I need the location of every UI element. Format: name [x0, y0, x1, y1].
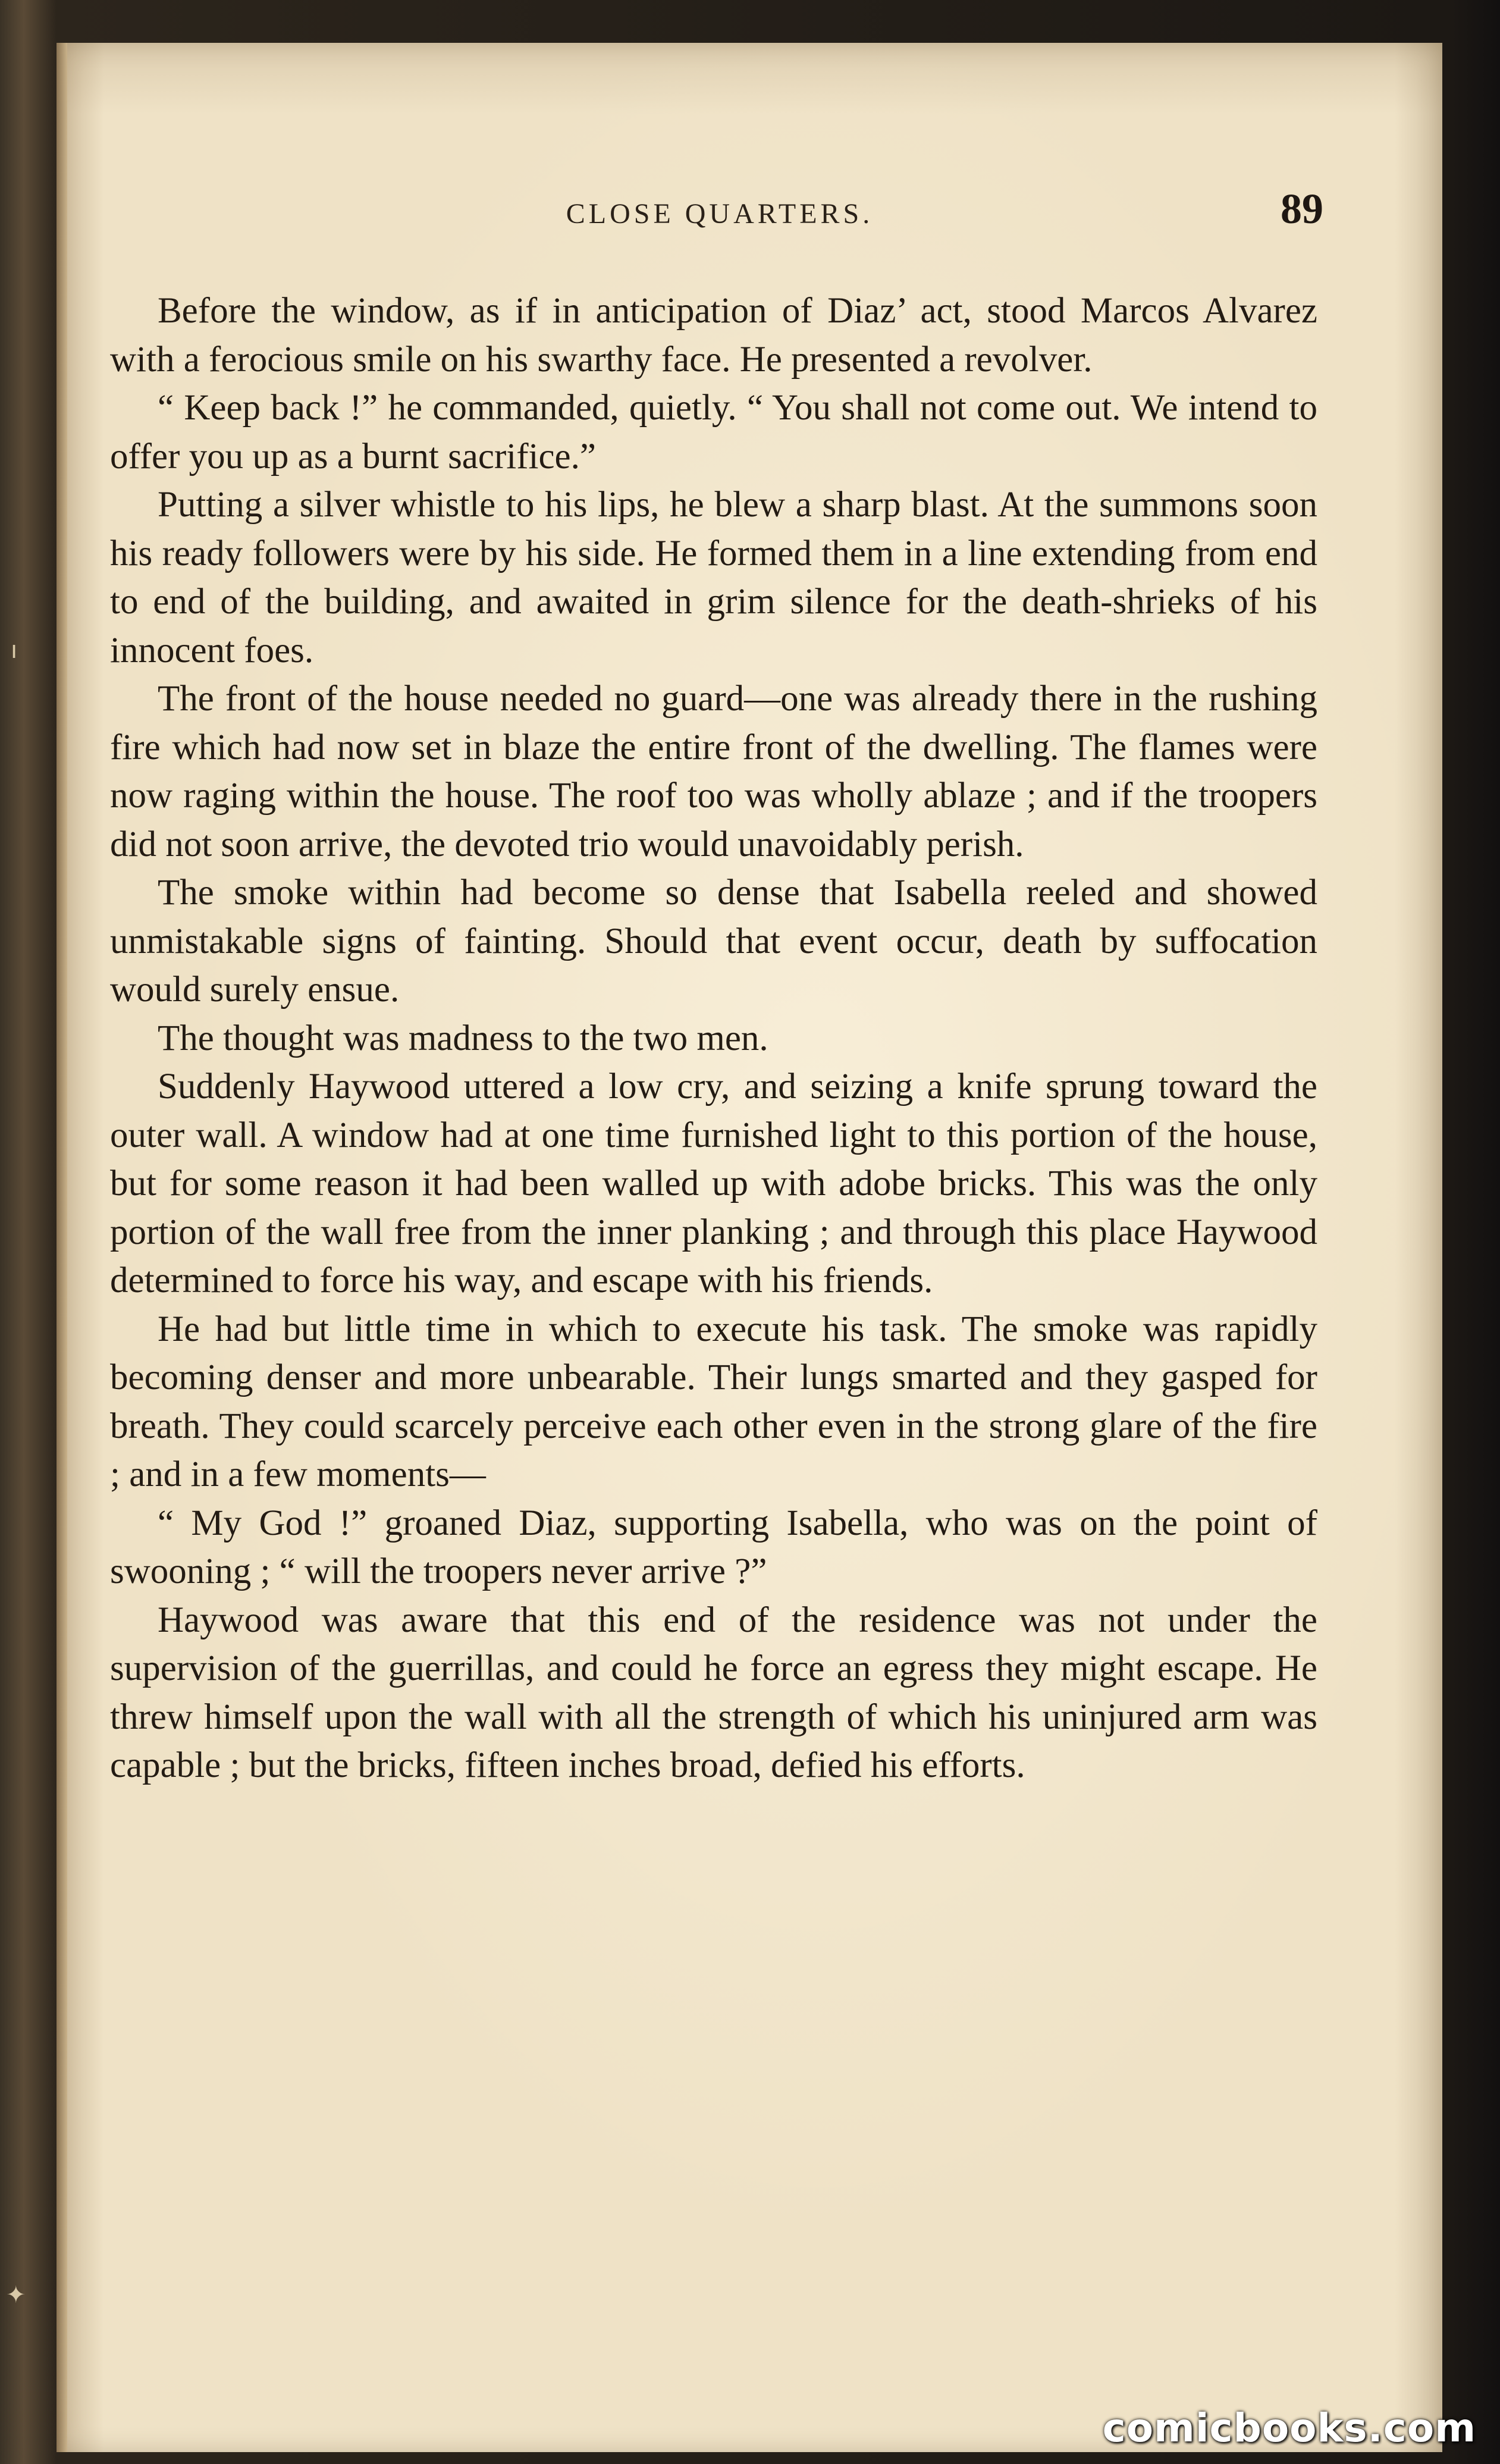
- running-head: CLOSE QUARTERS.: [566, 198, 874, 230]
- page-header: [110, 162, 1329, 239]
- paragraph: The smoke within had become so dense that Isabella reeled and showed unmistakable signs of fainting. Should that event occur, death by suffocation would surely ensue.: [110, 873, 1317, 1010]
- margin-star-mark: ✦: [6, 2281, 26, 2309]
- paragraph: “ My God !” groaned Diaz, supporting Isabella, who was on the point of swooning ; “ will the troopers never arrive ?”: [110, 1503, 1317, 1591]
- page-gutter: [57, 43, 67, 2452]
- page-number: 89: [1281, 185, 1323, 233]
- paragraph: Before the window, as if in anticipation of Diaz’ act, stood Marcos Alvarez with a ferocious smile on his swarthy face. He presented a revolver.: [110, 291, 1317, 380]
- body-text: [110, 287, 1317, 1790]
- paragraph: Putting a silver whistle to his lips, he blew a sharp blast. At the summons soon his ready followers were by his side. He formed them in a line extending from end to end of the building, and awaited in grim silence for the death-shrieks of his innocent foes.: [110, 485, 1317, 670]
- margin-tick-mark: ı: [11, 637, 18, 664]
- paragraph: “ Keep back !” he commanded, quietly. “ You shall not come out. We intend to offer you up as a burnt sacrifice.”: [110, 388, 1317, 477]
- book-page: [57, 43, 1442, 2452]
- paragraph: Haywood was aware that this end of the residence was not under the supervision of the guerrillas, and could he force an egress they might escape. He threw himself upon the wall with all the strength of which his uninjured arm was capable ; but the bricks, fifteen inches broad, defied his efforts.: [110, 1600, 1317, 1785]
- paragraph: He had but little time in which to execute his task. The smoke was rapidly becoming denser and more unbearable. Their lungs smarted and they gasped for breath. They could scarcely perceive each other even in the strong glare of the fire ; and in a few moments—: [110, 1309, 1317, 1494]
- paragraph: Suddenly Haywood uttered a low cry, and seizing a knife sprung toward the outer wall. A window had at one time furnished light to this portion of the house, but for some reason it had been walled up with adobe bricks. This was the only portion of the wall free from the inner planking ; and through this place Haywood determined to force his way, and escape with his friends.: [110, 1067, 1317, 1300]
- paragraph: The thought was madness to the two men.: [158, 1018, 768, 1058]
- watermark: comicbooks.com: [1102, 2405, 1476, 2451]
- paragraph: The front of the house needed no guard—one was already there in the rushing fire which had now set in blaze the entire front of the dwelling. The flames were now raging within the house. The roof too was wholly ablaze ; and if the troopers did not soon arrive, the devoted trio would unavoidably perish.: [110, 679, 1317, 864]
